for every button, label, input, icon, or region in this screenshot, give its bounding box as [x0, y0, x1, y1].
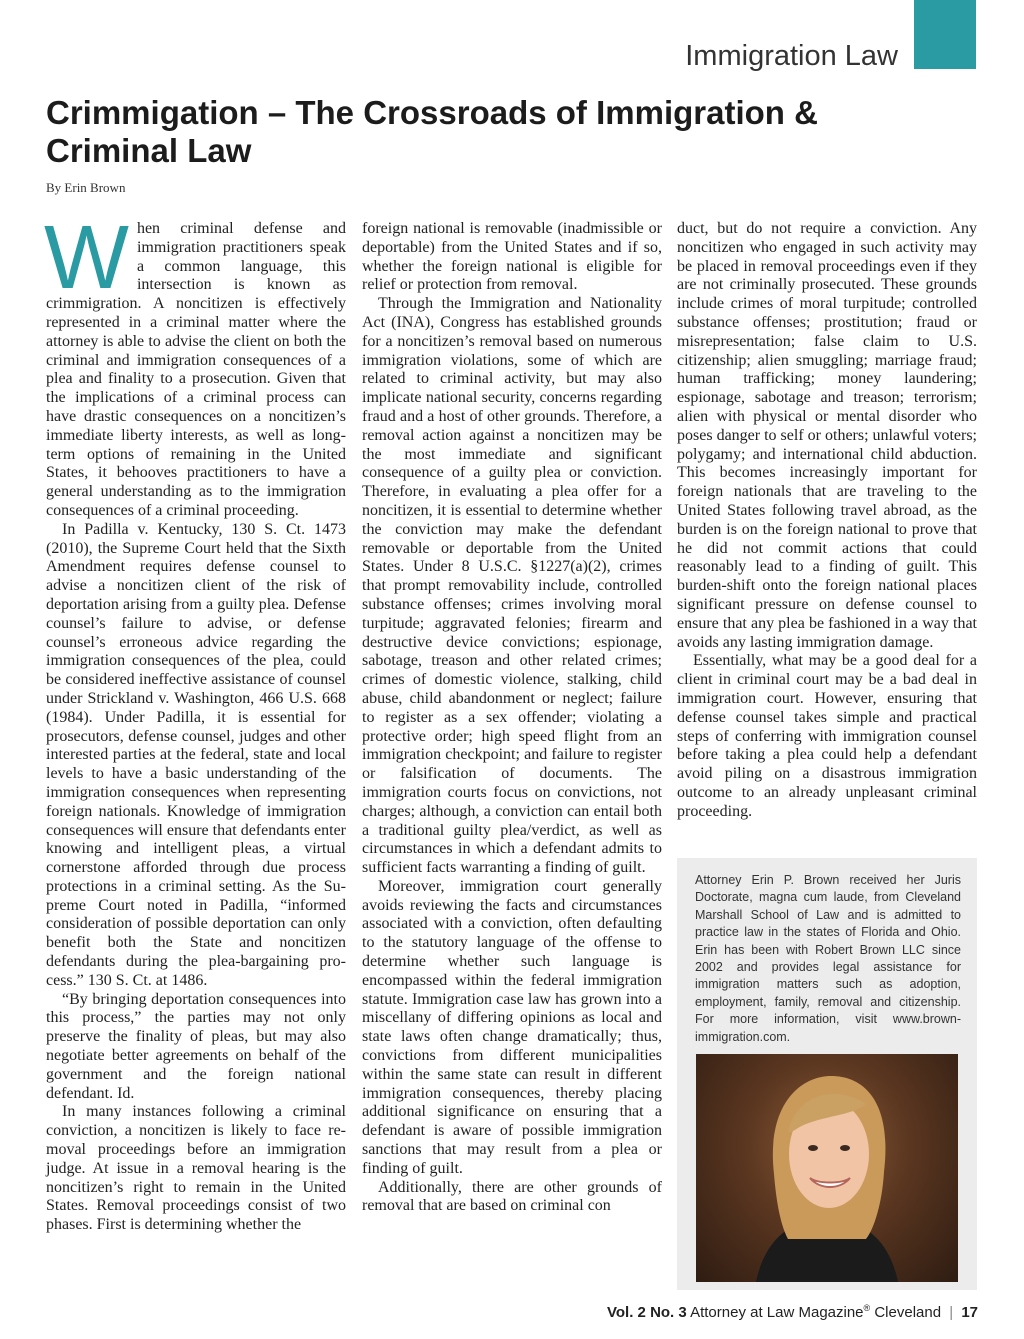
article-paragraph: foreign national is removable (inadmissible or deportable) from the United States and if so, whether the foreign national is eligible for relief or protection from removal. [362, 220, 662, 294]
article-paragraph: duct, but do not require a conviction. Any noncitizen who engaged in such activity may be placed in removal proceedings even if they are not criminally prosecuted. These grounds include crimes of moral turpitude; controlled substance offenses; prostitution; fraud or misrepresentation; false claim to U.S. citizenship; alien smuggling; marriage fraud; human trafficking; money laundering; espionage, sabotage and treason; terrorism; alien with physical or mental disorder who poses danger to self or others; unlawful voters; polygamy; and international child abduction. This becomes increasingly important for foreign nationals that are traveling to the United States following travel abroad, as the burden is on the foreign national to prove that he did not commit actions that could reasonably lead to a finding of guilt. This burden-shift onto the foreign national places significant pressure on defense counsel to ensure that any plea be fashioned in a way that avoids any lasting immigration damage. [677, 220, 977, 651]
article-column-3 [677, 220, 977, 822]
footer-trademark: ® [863, 1303, 871, 1313]
section-color-tab [914, 0, 976, 69]
author-bio-text: Attorney Erin P. Brown received her Juris Doctorate, magna cum laude, from Cleveland Marshall School of Law and is admitted to practice law in the states of Florida and Ohio. Erin has been with Robert Brown LLC since 2002 and provides legal assistance for immigration matters such as adoption, employment, family, removal and citizenship. For more information, visit www.brown-immigration.com. [695, 873, 961, 1044]
footer-magazine: Attorney at Law Magazine [690, 1304, 864, 1321]
article-paragraph: When criminal defense and immigration practitioners speak a common language, this intersection is known as crimmigration. A noncitizen is effectively represented in a criminal matter where the attorney is able to advise the client on both the criminal and immigration consequences of a plea and finality to a prosecution. Given that the implications of a criminal process can have drastic consequences on a noncitizen’s immediate liberty interests, as well as long-term options of remaining in the United States, it behooves practitioners to have a general understanding as to the immigration consequences of a criminal proceeding. [44, 208, 346, 519]
drop-cap: W [44, 208, 129, 308]
article-paragraph: Essentially, what may be a good deal for a client in criminal court may be a bad deal in immigration court. However, ensuring that defense counsel takes simple and practical steps of conferring with immigration counsel before taking a plea could help a defendant avoid piling on a disastrous immigration outcome to an already unpleasant criminal proceeding. [677, 652, 977, 820]
article-title: Crimmigation – The Crossroads of Immigration & Criminal Law [46, 94, 818, 169]
section-label: Immigration Law [685, 40, 898, 72]
article-paragraph: In many instances following a criminal conviction, a noncitizen is likely to face removal proceedings before an immigration judge. At issue in a removal hearing is the noncitizen’s right to remain in the United States. Removal proceedings consist of two phases. First is determining whether the [46, 1103, 346, 1234]
footer-separator: | [949, 1304, 954, 1321]
article-paragraph: “By bringing deportation consequences into this process,” the parties may not only preserve the finality of pleas, but may also negotiate better agreements on behalf of the government and the foreign national defendant. Id. [46, 990, 346, 1102]
footer-volume: Vol. 2 No. 3 [607, 1304, 687, 1321]
page-footer [607, 1303, 978, 1321]
article-paragraph: Through the Immigration and Nationality Act (INA), Congress has established grounds for a noncitizen’s removal based on numerous immigration violations, some of which are related to criminal activity, but may also implicate national security, concerns regarding fraud and a host of other grounds. Therefore, a removal action against a noncitizen may be the most immediate and significant consequence of a guilty plea or conviction. Therefore, in evaluating a plea offer for a noncitizen, it is essential to determine whether the conviction may make the defendant removable or deportable from the United States. Under 8 U.S.C. §1227(a)(2), crimes that prompt removability include, controlled substance offenses; crimes involving moral turpitude; aggravated felonies; firearm and destructive device convictions; espionage, sabotage, treason and other related crimes; crimes of domestic violence, stalking, child abuse, child abandonment or neglect; failure to register as a sex offender; violating a protective order; high speed flight from an immigration checkpoint; and failure to register or falsification of documents. The immigration courts focus on convictions, not charges; although, a conviction can entail both a traditional guilty plea/verdict, as well as circumstances in which a defendant admits to sufficient facts warranting a finding of guilt. [362, 295, 662, 877]
author-bio-box [677, 858, 977, 1290]
article-column-2 [362, 220, 662, 1216]
byline: By Erin Brown [46, 180, 126, 195]
article-column-1 [44, 208, 346, 1235]
author-portrait-icon [696, 1054, 958, 1282]
article-paragraph: In Padilla v. Kentucky, 130 S. Ct. 1473 (2010), the Supreme Court held that the Sixth Amendment requires defense counsel to advise a noncitizen client of the risk of deportation arising from a guilty plea. Defense counsel’s failure to advise, or defense counsel’s erroneous advice regarding the immigration consequences of the plea, could be considered ineffective assistance of counsel under Strickland v. Washington, 466 U.S. 668 (1984). Under Padilla, it is essential for prosecutors, defense counsel, judges and other interested parties at the federal, state and local levels to have a basic understanding of the immigration consequences when representing foreign nationals. Knowledge of immigration consequences will ensure that defendants enter knowing and intelligent pleas, a virtual cornerstone afforded through due process protections in a criminal setting. As the Supreme Court noted in Padilla, “informed consideration of possible deportation can only benefit both the State and noncitizen defendants during the plea-bargaining process.” 130 S. Ct. at 1486. [46, 520, 346, 989]
article-paragraph: Moreover, immigration court generally avoids reviewing the facts and circumstances associated with a conviction, often defaulting to the statutory language of the offense to determine whether such language is encompassed within the federal immigration statute. Immigration case law has grown into a miscellany of differing opinions as local and state laws often change dramatically; thus, convictions from different municipalities within the same state can result in different immigration consequences, thereby placing additional significance on ensuring that a defendant is aware of possible immigration sanctions that may result from a plea or finding of guilt. [362, 877, 662, 1177]
footer-city: Cleveland [874, 1304, 942, 1321]
author-photo [696, 1054, 958, 1282]
article-paragraph: Additionally, there are other grounds of removal that are based on criminal con [362, 1178, 662, 1215]
page-number: 17 [961, 1304, 978, 1321]
